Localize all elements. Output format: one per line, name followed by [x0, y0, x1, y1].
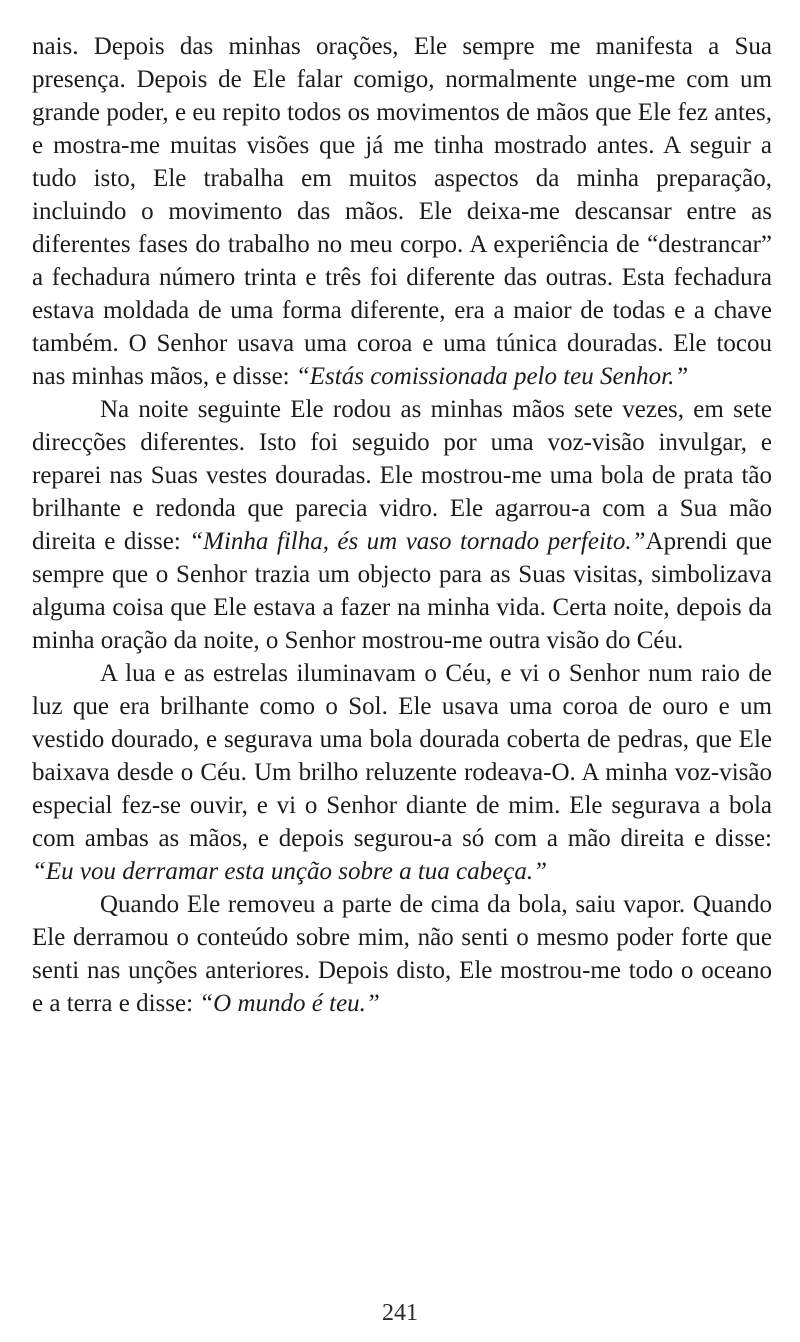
paragraph-4 — [32, 888, 772, 1020]
paragraph-1 — [32, 30, 772, 393]
paragraph-4-text-1: Quando Ele removeu a parte de cima da bola, saiu vapor. Quando Ele derramou o conteúdo sobre mim, não senti o mesmo poder forte que senti nas unções anteriores. Depois disto, Ele mostrou-me todo o oceano e a terra e disse: — [32, 891, 772, 1017]
paragraph-2-quote: “Minha filha, és um vaso tornado perfeito.” — [189, 528, 646, 555]
paragraph-2-text-1: Na noite seguinte Ele rodou as minhas mãos sete vezes, em sete direcções diferentes. Isto foi seguido por uma voz-visão invulgar, e reparei nas Suas vestes douradas. Ele mostrou-me uma bola de prata tão brilhante e redonda que parecia vidro. Ele agarrou-a com a Sua mão direita e disse: — [32, 396, 772, 555]
page-number: 241 — [382, 1300, 418, 1326]
paragraph-1-quote: “Estás comissionada pelo teu Senhor.” — [295, 363, 689, 390]
paragraph-3 — [32, 657, 772, 888]
paragraph-3-quote: “Eu vou derramar esta unção sobre a tua cabeça.” — [32, 858, 547, 885]
paragraph-2 — [32, 393, 772, 657]
page-body — [32, 30, 772, 1020]
paragraph-4-quote: “O mundo é teu.” — [199, 990, 380, 1017]
paragraph-1-text-1: nais. Depois das minhas orações, Ele sempre me manifesta a Sua presença. Depois de Ele falar comigo, normalmente unge-me com um grande poder, e eu repito todos os movimentos de mãos que Ele fez antes, e mostra-me muitas visões que já me tinha mostrado antes. A seguir a tudo isto, Ele trabalha em muitos aspectos da minha preparação, incluindo o movimento das mãos. Ele deixa-me descansar entre as diferentes fases do trabalho no meu corpo. A experiência de “destrancar” a fechadura número trinta e três foi diferente das outras. Esta fechadura estava moldada de uma forma diferente, era a maior de todas e a chave também. O Senhor usava uma coroa e uma túnica douradas. Ele tocou nas minhas mãos, e disse: — [32, 33, 772, 390]
paragraph-3-text-1: A lua e as estrelas iluminavam o Céu, e vi o Senhor num raio de luz que era brilhante como o Sol. Ele usava uma coroa de ouro e um vestido dourado, e segurava uma bola dourada coberta de pedras, que Ele baixava desde o Céu. Um brilho reluzente rodeava-O. A minha voz-visão especial fez-se ouvir, e vi o Senhor diante de mim. Ele segurava a bola com ambas as mãos, e depois segurou-a só com a mão direita e disse: — [32, 660, 772, 852]
paragraph-2-text-2: Aprendi que sempre que o Senhor trazia um objecto para as Suas visitas, simbolizava alguma coisa que Ele estava a fazer na minha vida. Certa noite, depois da minha oração da noite, o Senhor mostrou-me outra visão do Céu. — [32, 528, 772, 654]
